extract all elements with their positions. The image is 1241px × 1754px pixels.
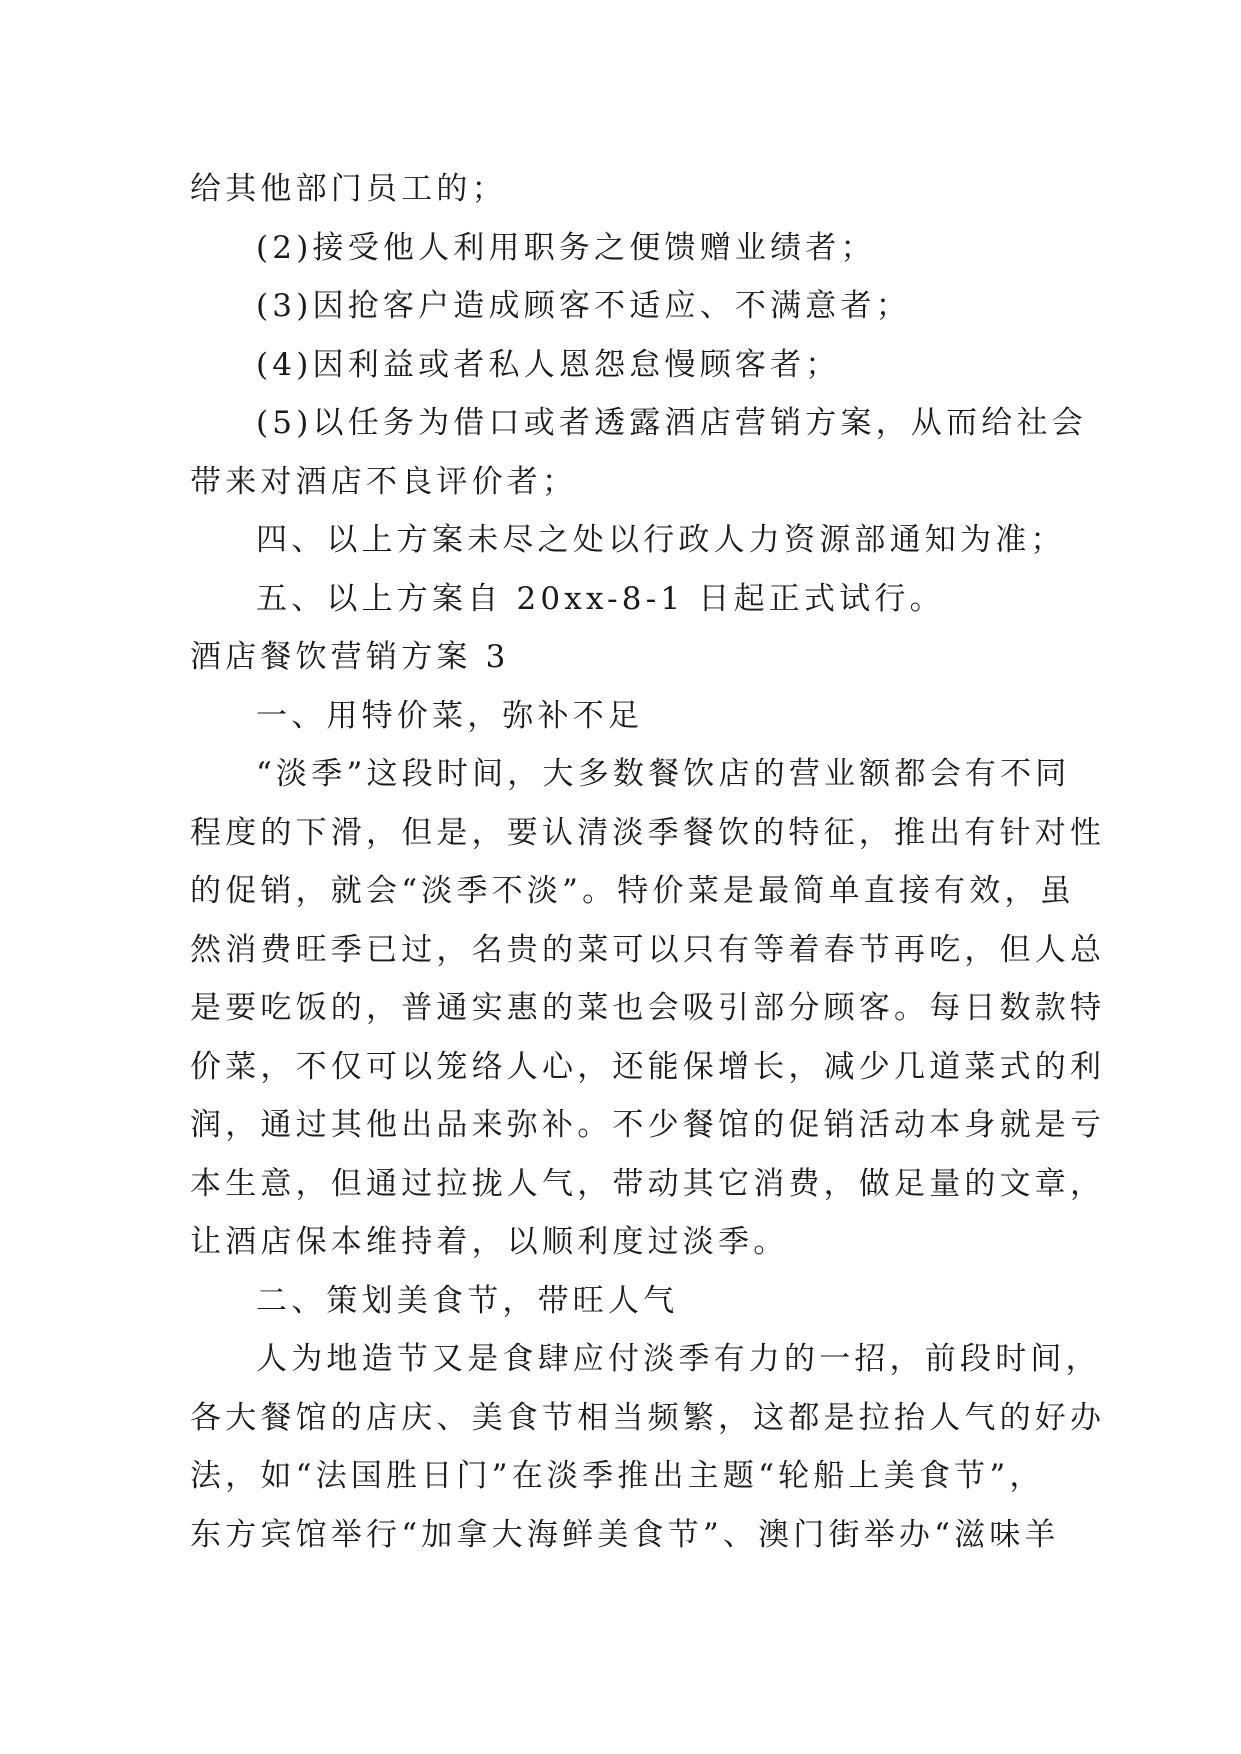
document-body bbox=[190, 160, 1106, 1564]
text-line: (3)因抢客户造成顾客不适应、不满意者； bbox=[256, 288, 911, 324]
section-title: 酒店餐饮营销方案 3 bbox=[190, 639, 510, 675]
text-line: 五、以上方案自 20xx-8-1 日起正式试行。 bbox=[256, 580, 945, 617]
text-line: 让酒店保本维持着，以顺利度过淡季。 bbox=[190, 1224, 789, 1260]
text-line: 带来对酒店不良评价者； bbox=[190, 463, 578, 500]
text-line: 本生意，但通过拉拢人气，带动其它消费，做足量的文章， bbox=[190, 1165, 1106, 1202]
text-line: (4)因利益或者私人恩怨怠慢顾客者； bbox=[256, 346, 841, 383]
text-line: 价菜，不仅可以笼络人心，还能保增长，减少几道菜式的利 bbox=[190, 1048, 1106, 1085]
text-line: 的促销，就会“淡季不淡”。特价菜是最简单直接有效，虽 bbox=[190, 873, 1075, 909]
text-line: 给其他部门员工的； bbox=[190, 171, 507, 207]
text-line: 四、以上方案未尽之处以行政人力资源部通知为准； bbox=[256, 522, 1066, 558]
text-line: 人为地造节又是食肆应付淡季有力的一招，前段时间， bbox=[256, 1341, 1101, 1377]
text-line: 程度的下滑，但是，要认清淡季餐饮的特征，推出有针对性 bbox=[190, 814, 1106, 851]
text-line: “淡季”这段时间，大多数餐饮店的营业额都会有不同 bbox=[256, 756, 1071, 792]
text-line: 是要吃饭的，普通实惠的菜也会吸引部分顾客。每日数款特 bbox=[190, 990, 1106, 1026]
text-line: 法，如“法国胜日门”在淡季推出主题“轮船上美食节”， bbox=[190, 1458, 1045, 1494]
text-line: (5)以任务为借口或者透露酒店营销方案，从而给社会 bbox=[256, 405, 1087, 441]
text-line: 润，通过其他出品来弥补。不少餐馆的促销活动本身就是亏 bbox=[190, 1107, 1106, 1143]
text-line: 然消费旺季已过，名贵的菜可以只有等着春节再吃，但人总 bbox=[190, 931, 1106, 968]
text-line: 各大餐馆的店庆、美食节相当频繁，这都是拉抬人气的好办 bbox=[190, 1399, 1106, 1436]
text-line: 东方宾馆举行“加拿大海鲜美食节”、澳门街举办“滋味羊 bbox=[190, 1516, 1060, 1553]
subheading: 二、策划美食节，带旺人气 bbox=[256, 1282, 679, 1319]
subheading: 一、用特价菜，弥补不足 bbox=[256, 697, 644, 734]
text-line: (2)接受他人利用职务之便馈赠业绩者； bbox=[256, 229, 876, 266]
